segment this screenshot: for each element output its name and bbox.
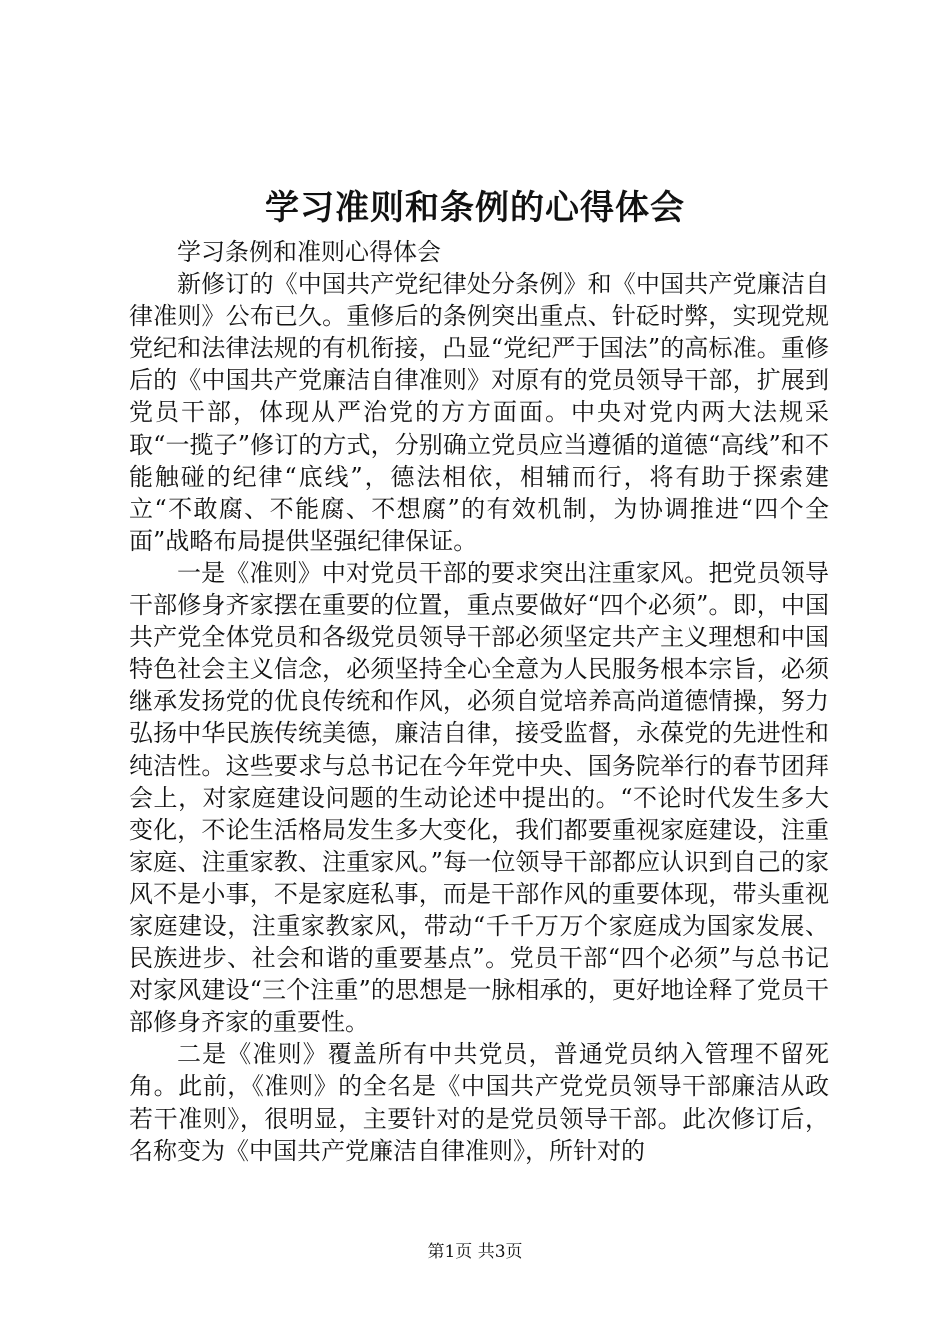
subtitle-paragraph: 学习条例和准则心得体会 xyxy=(177,238,441,266)
document-body xyxy=(129,236,829,1167)
body-paragraph-2: 一是《准则》中对党员干部的要求突出注重家风。把党员领导干部修身齐家摆在重要的位置，重点要做好“四个必须”。即，中国共产党全体党员和各级党员领导干部必须坚定共产主义理想和中国特色社会主义信念，必须坚持全心全意为人民服务根本宗旨，必须继承发扬党的优良传统和作风，必须自觉培养高尚道德情操，努力弘扬中华民族传统美德，廉洁自律，接受监督，永葆党的先进性和纯洁性。这些要求与总书记在今年党中央、国务院举行的春节团拜会上，对家庭建设问题的生动论述中提出的。“不论时代发生多大变化，不论生活格局发生多大变化，我们都要重视家庭建设，注重家庭、注重家教、注重家风。”每一位领导干部都应认识到自己的家风不是小事，不是家庭私事，而是干部作风的重要体现，带头重视家庭建设，注重家教家风，带动“千千万万个家庭成为国家发展、民族进步、社会和谐的重要基点”。党员干部“四个必须”与总书记对家风建设“三个注重”的思想是一脉相承的，更好地诠释了党员干部修身齐家的重要性。 xyxy=(129,558,829,1037)
document-title: 学习准则和条例的心得体会 xyxy=(265,188,685,228)
page-footer: 第1页 共3页 xyxy=(427,1242,523,1262)
body-paragraph-3: 二是《准则》覆盖所有中共党员，普通党员纳入管理不留死角。此前，《准则》的全名是《中国共产党党员领导干部廉洁从政若干准则》，很明显，主要针对的是党员领导干部。此次修订后，名称变为《中国共产党廉洁自律准则》，所针对的 xyxy=(129,1040,829,1165)
body-paragraph-1: 新修订的《中国共产党纪律处分条例》和《中国共产党廉洁自律准则》公布已久。重修后的条例突出重点、针砭时弊，实现党规党纪和法律法规的有机衔接，凸显“党纪严于国法”的高标准。重修后的《中国共产党廉洁自律准则》对原有的党员领导干部，扩展到党员干部，体现从严治党的方方面面。中央对党内两大法规采取“一揽子”修订的方式，分别确立党员应当遵循的道德“高线”和不能触碰的纪律“底线”，德法相依，相辅而行，将有助于探索建立“不敢腐、不能腐、不想腐”的有效机制，为协调推进“四个全面”战略布局提供坚强纪律保证。 xyxy=(129,270,829,555)
